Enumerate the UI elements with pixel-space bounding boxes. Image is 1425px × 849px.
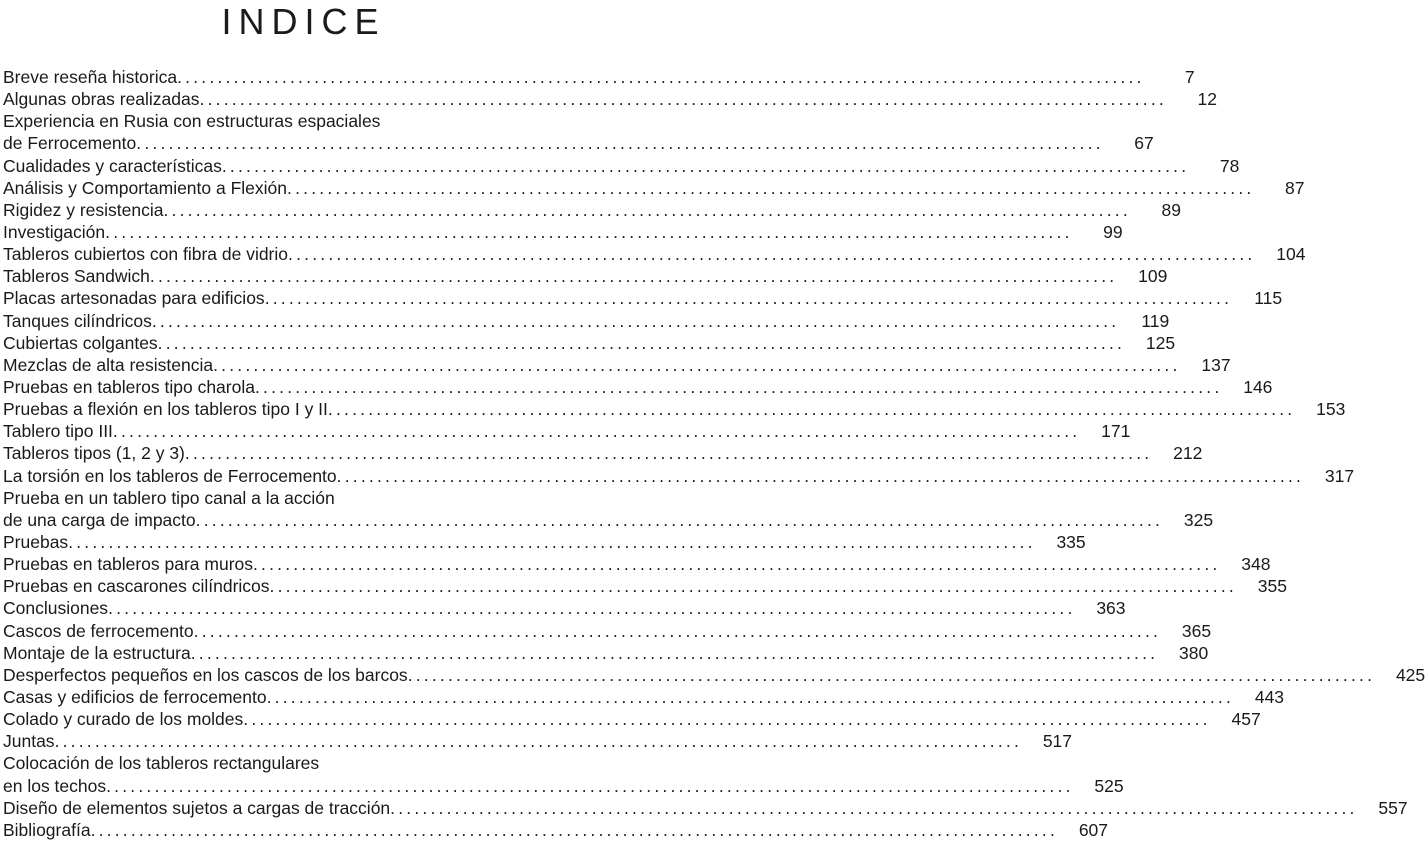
dot-leader: ........................................................................................................................ — [105, 221, 1073, 242]
toc-entry-title: Experiencia en Rusia con estructuras espaciales — [3, 111, 381, 132]
toc-entry — [3, 775, 1124, 797]
dot-leader: ........................................................................................................................ — [213, 354, 1181, 375]
dot-leader: ........................................................................................................................ — [193, 620, 1162, 641]
toc-entry-title: Tableros Sandwich — [3, 266, 150, 287]
toc-page-number: 425 — [1395, 664, 1425, 685]
toc-entry — [3, 398, 1346, 420]
toc-page-number: 99 — [1103, 221, 1123, 242]
toc-entry — [3, 199, 1181, 221]
toc-entry — [3, 66, 1195, 88]
toc-entry-title: Tableros tipos (1, 2 y 3) — [3, 443, 185, 464]
toc-page-number: 325 — [1183, 509, 1214, 530]
toc-entry-title: Rigidez y resistencia — [3, 199, 164, 220]
toc-entry — [3, 265, 1168, 287]
toc-entry-title: Tanques cilíndricos — [3, 310, 152, 331]
toc-entry — [3, 287, 1283, 309]
dot-leader: ........................................................................................................................ — [68, 531, 1036, 552]
dot-leader: ........................................................................................................................ — [221, 155, 1190, 176]
dot-leader: ........................................................................................................................ — [327, 399, 1296, 420]
dot-leader: ........................................................................................................................ — [264, 288, 1233, 309]
toc-entry — [3, 597, 1126, 619]
toc-page-number: 119 — [1141, 310, 1170, 331]
toc-page-number: 607 — [1078, 819, 1109, 840]
toc-entry — [3, 797, 1408, 819]
toc-page-number: 109 — [1138, 266, 1168, 287]
toc-entry-title: Montaje de la estructura — [3, 642, 191, 663]
toc-entry — [3, 354, 1231, 376]
toc-entry-title: Cascos de ferrocemento — [3, 620, 194, 641]
dot-leader: ........................................................................................................................ — [287, 177, 1255, 198]
toc-entry-title: Investigación — [3, 221, 106, 242]
toc-entry-title: Pruebas en tableros para muros — [3, 554, 253, 575]
toc-entry — [3, 376, 1273, 398]
toc-page-number: 355 — [1257, 576, 1287, 597]
toc-entry — [3, 487, 597, 509]
toc-entry — [3, 243, 1306, 265]
toc-entry-title: Análisis y Comportamiento a Flexión — [3, 177, 288, 198]
toc-page-number: 348 — [1241, 554, 1271, 575]
toc-entry — [3, 620, 1212, 642]
toc-entry-title: Juntas — [3, 731, 55, 752]
toc-entry — [3, 177, 1305, 199]
toc-entry-title: Desperfectos pequeños en los cascos de los barcos — [3, 664, 408, 685]
toc-page-number: 7 — [1184, 67, 1195, 87]
toc-entry-title: Cualidades y características — [3, 155, 222, 176]
toc-entry — [3, 132, 1154, 154]
dot-leader: ........................................................................................................................ — [253, 554, 1221, 575]
dot-leader: ........................................................................................................................ — [288, 244, 1256, 265]
dot-leader: ........................................................................................................................ — [108, 598, 1076, 619]
dot-leader: ........................................................................................................................ — [157, 332, 1126, 353]
toc-page-number: 365 — [1181, 620, 1212, 641]
dot-leader: ........................................................................................................................ — [177, 67, 1145, 87]
toc-page-number: 146 — [1243, 376, 1273, 397]
toc-entry-title: Algunas obras realizadas — [3, 89, 200, 110]
dot-leader: ........................................................................................................................ — [407, 664, 1376, 685]
toc-page-number: 380 — [1179, 642, 1209, 663]
toc-page-number: 125 — [1145, 332, 1176, 353]
toc-entry-title: en los techos — [3, 775, 107, 796]
toc-entry — [3, 531, 1086, 553]
toc-entry — [3, 465, 1355, 487]
toc-entry — [3, 332, 1176, 354]
toc-entry — [3, 819, 1109, 841]
toc-page-number: 335 — [1056, 531, 1086, 552]
toc-entry-title: Colado y curado de los moldes — [3, 709, 244, 730]
dot-leader: ........................................................................................................................ — [136, 133, 1104, 154]
toc-page-number: 67 — [1134, 133, 1154, 154]
dot-leader: ........................................................................................................................ — [54, 731, 1023, 752]
toc-entry-title: de una carga de impacto — [3, 509, 196, 530]
toc-entry — [3, 310, 1170, 332]
toc-entry — [3, 509, 1214, 531]
toc-entry-title: Tablero tipo III — [3, 421, 113, 442]
dot-leader: ........................................................................................................................ — [184, 443, 1153, 464]
dot-leader: ........................................................................................................................ — [199, 89, 1167, 110]
toc-entry-title: Breve reseña historica — [3, 67, 178, 87]
toc-entry-title: de Ferrocemento — [3, 133, 137, 154]
toc-page-number: 87 — [1285, 177, 1305, 198]
toc-entry — [3, 730, 1073, 752]
dot-leader: ........................................................................................................................ — [163, 199, 1131, 220]
toc-page-number: 443 — [1254, 686, 1285, 707]
toc-page-number: 89 — [1161, 199, 1181, 220]
toc-page-number: 171 — [1101, 421, 1131, 442]
toc-entry-title: Bibliografía — [3, 819, 91, 840]
toc-page-number: 517 — [1042, 731, 1073, 752]
dot-leader: ........................................................................................................................ — [336, 465, 1305, 486]
dot-leader: ........................................................................................................................ — [149, 266, 1118, 287]
dot-leader: ........................................................................................................................ — [254, 376, 1223, 397]
page-title: INDICE — [221, 1, 386, 42]
toc-entry-title: Conclusiones — [3, 598, 109, 619]
toc-page-number: 137 — [1201, 354, 1231, 375]
toc-entry — [3, 420, 1131, 442]
toc-entry-title: Tableros cubiertos con fibra de vidrio — [3, 244, 289, 265]
toc-page-number: 104 — [1276, 244, 1306, 265]
dot-leader: ........................................................................................................................ — [90, 819, 1059, 840]
toc-entry-title: Prueba en un tablero tipo canal a la acción — [3, 487, 335, 508]
toc-entry — [3, 752, 597, 774]
toc-entry — [3, 642, 1209, 664]
toc-page-number: 78 — [1219, 155, 1240, 176]
toc-page-number: 115 — [1254, 288, 1283, 309]
toc-entry — [3, 110, 597, 132]
table-of-contents — [3, 66, 1425, 841]
toc-entry-title: Cubiertas colgantes — [3, 332, 158, 353]
toc-page-number: 525 — [1094, 775, 1124, 796]
toc-page-number: 12 — [1197, 89, 1217, 110]
toc-entry-title: La torsión en los tableros de Ferrocemento — [3, 465, 337, 486]
toc-page-number: 212 — [1173, 443, 1203, 464]
toc-page-number: 363 — [1096, 598, 1126, 619]
toc-page-number: 457 — [1231, 709, 1261, 730]
toc-entry — [3, 553, 1271, 575]
dot-leader: ........................................................................................................................ — [243, 709, 1211, 730]
toc-page-number: 317 — [1324, 465, 1355, 486]
toc-entry-title: Pruebas en tableros tipo charola — [3, 376, 255, 397]
dot-leader: ........................................................................................................................ — [112, 421, 1081, 442]
dot-leader: ........................................................................................................................ — [266, 686, 1235, 707]
dot-leader: ........................................................................................................................ — [269, 576, 1237, 597]
toc-entry — [3, 686, 1285, 708]
toc-entry-title: Pruebas — [3, 531, 69, 552]
toc-entry-title: Diseño de elementos sujetos a cargas de tracción — [3, 797, 391, 818]
toc-entry — [3, 442, 1203, 464]
toc-page-number: 153 — [1316, 399, 1346, 420]
toc-entry-title: Mezclas de alta resistencia — [3, 354, 214, 375]
toc-entry — [3, 575, 1287, 597]
dot-leader: ........................................................................................................................ — [190, 642, 1159, 663]
dot-leader: ........................................................................................................................ — [151, 310, 1120, 331]
toc-entry — [3, 664, 1425, 686]
toc-entry-title: Pruebas en cascarones cilíndricos — [3, 576, 270, 597]
toc-entry-title: Pruebas a flexión en los tableros tipo I y II — [3, 399, 328, 420]
toc-entry-title: Casas y edificios de ferrocemento — [3, 686, 267, 707]
toc-entry — [3, 221, 1123, 243]
dot-leader: ........................................................................................................................ — [106, 775, 1074, 796]
toc-page-number: 557 — [1378, 797, 1408, 818]
dot-leader: ........................................................................................................................ — [195, 509, 1164, 530]
dot-leader: ........................................................................................................................ — [390, 797, 1358, 818]
toc-entry-title: Placas artesonadas para edificios — [3, 288, 265, 309]
toc-entry — [3, 155, 1240, 177]
toc-entry — [3, 88, 1217, 110]
toc-entry — [3, 708, 1261, 730]
toc-entry-title: Colocación de los tableros rectangulares — [3, 753, 320, 774]
